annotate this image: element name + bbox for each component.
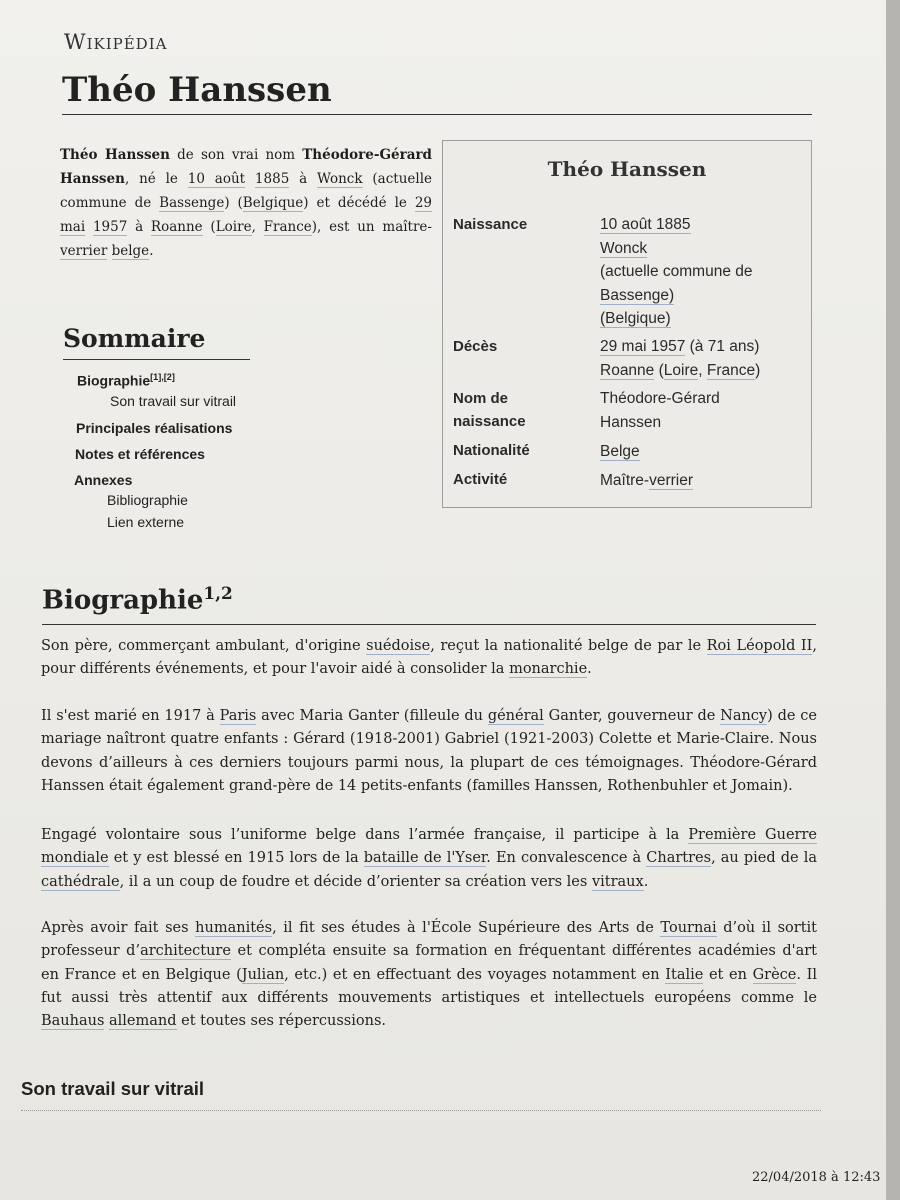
- infobox-value-line: Théodore-Gérard: [600, 390, 720, 407]
- text: .: [643, 873, 649, 890]
- infobox-title: Théo Hanssen: [547, 157, 707, 181]
- link-belge-infobox[interactable]: Belge: [600, 443, 640, 460]
- toc-item-lien-externe[interactable]: Lien externe: [107, 514, 185, 530]
- link-france[interactable]: France: [263, 219, 312, 235]
- toc-item-notes[interactable]: Notes et références: [75, 446, 205, 462]
- infobox-label-nationalite: Nationalité: [453, 442, 530, 459]
- link-premiere-guerre[interactable]: Première Guerre mondiale: [41, 827, 817, 867]
- link-monarchie[interactable]: monarchie: [509, 661, 588, 678]
- title-divider: [62, 114, 812, 115]
- infobox-value-deces: 29 mai 1957 (à 71 ans) Roanne (Loire, France): [600, 338, 761, 379]
- toc-title: Sommaire: [63, 324, 206, 353]
- toc-item-vitrail[interactable]: Son travail sur vitrail: [110, 393, 237, 409]
- text: . En convalescence à: [486, 850, 647, 867]
- intro-text: [107, 243, 111, 259]
- wikipedia-wordmark: Wikipédia: [64, 30, 168, 54]
- intro-name: Théo Hanssen: [60, 147, 170, 163]
- infobox-value-activite: [600, 469, 693, 493]
- section-heading-text: Biographie: [42, 585, 204, 616]
- text: ) de ce mariage naîtront quatre enfants : Gérard (1918-2001) Gabriel (1921-2003) Colette et Marie-Claire. Nous devons d’ailleurs à ces derniers toujours parmi nous, la plupart de ces témoignages. Théodore-Gérard Hanssen était également grand-père de 14 petits-enfants (familles Hanssen, Rothenbuhler et Jomain).: [41, 708, 817, 794]
- link-bassenge[interactable]: Bassenge: [159, 195, 225, 211]
- link-roanne-infobox[interactable]: Roanne: [600, 361, 655, 379]
- infobox-label-line: naissance: [453, 413, 526, 430]
- infobox-label-nom: [453, 387, 526, 433]
- infobox-value-line: Hanssen: [600, 413, 662, 431]
- text: Son père, commerçant ambulant, d'origine: [41, 638, 367, 654]
- intro-text: .: [149, 243, 154, 259]
- infobox-commune-note: (actuelle commune de: [600, 263, 753, 280]
- toc-item-bibliographie[interactable]: Bibliographie: [107, 492, 188, 508]
- text: et y est blessé en 1915 lors de la: [108, 850, 364, 867]
- link-suedoise[interactable]: suédoise: [366, 638, 431, 654]
- link-belgique-infobox[interactable]: (Belgique): [600, 310, 671, 327]
- link-julian[interactable]: Julian: [241, 966, 285, 983]
- toc-divider: [63, 359, 250, 360]
- link-humanites[interactable]: humanités: [195, 920, 273, 936]
- text: et toutes ses répercussions.: [176, 1013, 386, 1030]
- text: .: [587, 661, 592, 678]
- link-roi-leopold[interactable]: Roi Léopold II: [706, 638, 813, 654]
- background-edge: [886, 0, 900, 1200]
- link-architecture[interactable]: architecture: [140, 943, 231, 960]
- intro-text: ) et décédé le: [303, 195, 415, 211]
- link-wonck-infobox[interactable]: Wonck: [600, 239, 648, 257]
- section-divider: [42, 624, 816, 625]
- text: Après avoir fait ses: [41, 920, 196, 936]
- link-loire[interactable]: Loire: [215, 219, 252, 235]
- biography-paragraph-2: [41, 705, 817, 798]
- infobox-death-age: (à 71 ans): [685, 338, 760, 355]
- infobox-label-naissance: Naissance: [453, 216, 528, 233]
- link-roanne[interactable]: Roanne: [150, 219, 203, 235]
- subsection-heading-vitrail: Son travail sur vitrail: [21, 1078, 205, 1099]
- intro-text: ) (: [224, 195, 243, 211]
- intro-text: , né le: [124, 171, 188, 187]
- text: et compléta ensuite sa formation en fréquentant différentes académies d'art en France et en Belgique (: [41, 943, 817, 983]
- intro-text: de son vrai nom: [169, 147, 303, 163]
- text: , pour différents événements, et pour l'avoir aidé à consolider la: [41, 638, 817, 678]
- section-heading-biographie: [42, 583, 233, 616]
- link-wonck[interactable]: Wonck: [317, 171, 363, 187]
- link-belge[interactable]: belge: [111, 243, 150, 259]
- link-allemand[interactable]: allemand: [109, 1013, 177, 1030]
- link-birth-date[interactable]: 10 août 1885: [600, 216, 691, 233]
- infobox-value-nom: [600, 387, 720, 434]
- link-verrier-infobox[interactable]: verrier: [649, 472, 694, 489]
- text: d’où il sortit professeur d’: [41, 920, 818, 960]
- toc-item-biographie[interactable]: [77, 372, 175, 389]
- intro-paragraph: [60, 143, 432, 263]
- toc-item-annexes[interactable]: Annexes: [74, 472, 133, 488]
- link-verrier[interactable]: verrier: [60, 243, 108, 259]
- infobox-activite-text: Maître-: [600, 472, 650, 489]
- link-italie[interactable]: Italie: [665, 966, 704, 983]
- infobox-label-deces: Décès: [453, 338, 498, 355]
- biography-paragraph-4: [41, 917, 817, 1033]
- text: Ganter, gouverneur de: [543, 708, 721, 724]
- intro-text: à: [127, 219, 151, 235]
- toc-item-realisations[interactable]: Principales réalisations: [76, 420, 233, 436]
- link-general[interactable]: général: [487, 708, 544, 724]
- infobox-value-naissance: [600, 213, 753, 331]
- link-birth-day[interactable]: 10 août: [187, 171, 246, 187]
- text: , il fit ses études à l'École Supérieure des Arts de: [272, 920, 661, 936]
- text: Il s'est marié en 1917 à: [41, 708, 220, 724]
- infobox-label-activite: Activité: [453, 471, 508, 488]
- link-loire-infobox[interactable]: Loire: [663, 361, 699, 379]
- intro-text: (: [202, 219, 216, 235]
- link-bauhaus[interactable]: Bauhaus: [41, 1013, 105, 1030]
- toc-item-sup: [1],[2]: [150, 372, 175, 382]
- link-bataille-yser[interactable]: bataille de l'Yser: [363, 850, 487, 867]
- page-title: Théo Hanssen: [62, 70, 332, 110]
- text: , il a un coup de foudre et décide d’orienter sa création vers les: [119, 873, 592, 890]
- infobox: [442, 140, 812, 508]
- text: . Il fut aussi très attentif aux différents mouvements artistiques et intellectuels européens comme le: [41, 966, 818, 1006]
- link-death-year[interactable]: 1957: [92, 219, 128, 235]
- toc-item-label: Biographie: [77, 372, 151, 389]
- link-belgique[interactable]: Belgique: [242, 195, 304, 211]
- subsection-divider: [21, 1110, 821, 1111]
- link-vitraux[interactable]: vitraux: [591, 873, 644, 890]
- link-tournai[interactable]: Tournai: [660, 920, 717, 936]
- text: , reçut la nationalité belge de par le: [430, 638, 707, 654]
- text: et en: [703, 966, 753, 983]
- intro-text: ,: [251, 219, 264, 235]
- intro-text: (actuelle commune de: [60, 171, 432, 211]
- biography-paragraph-1: [41, 635, 817, 682]
- text: , au pied de la: [711, 850, 817, 867]
- link-death-day[interactable]: 29 mai: [60, 195, 433, 235]
- link-chartres[interactable]: Chartres: [646, 850, 712, 867]
- link-nancy[interactable]: Nancy: [720, 708, 768, 724]
- biography-paragraph-3: [41, 824, 817, 894]
- link-cathedrale[interactable]: cathédrale: [41, 873, 120, 890]
- link-paris[interactable]: Paris: [219, 708, 257, 724]
- link-grece[interactable]: Grèce: [752, 966, 797, 983]
- intro-text: à: [289, 171, 318, 187]
- intro-fullname: Théodore-Gérard Hanssen: [60, 147, 432, 187]
- link-birth-year[interactable]: 1885: [254, 171, 290, 187]
- section-heading-sup: 1,2: [203, 583, 233, 603]
- infobox-value-nationalite: [600, 440, 640, 464]
- text: avec Maria Ganter (filleule du: [256, 708, 488, 724]
- link-bassenge-infobox[interactable]: Bassenge): [600, 286, 675, 304]
- intro-text: ), est un maître-: [311, 219, 432, 235]
- infobox-label-line: Nom de: [453, 390, 509, 407]
- link-death-date[interactable]: 29 mai 1957: [600, 338, 686, 355]
- link-france-infobox[interactable]: France: [706, 361, 756, 379]
- print-timestamp: 22/04/2018 à 12:43: [752, 1170, 881, 1185]
- text: , etc.) et en effectuant des voyages notamment en: [284, 966, 666, 983]
- text: Engagé volontaire sous l’uniforme belge dans l’armée française, il participe à la: [41, 827, 689, 843]
